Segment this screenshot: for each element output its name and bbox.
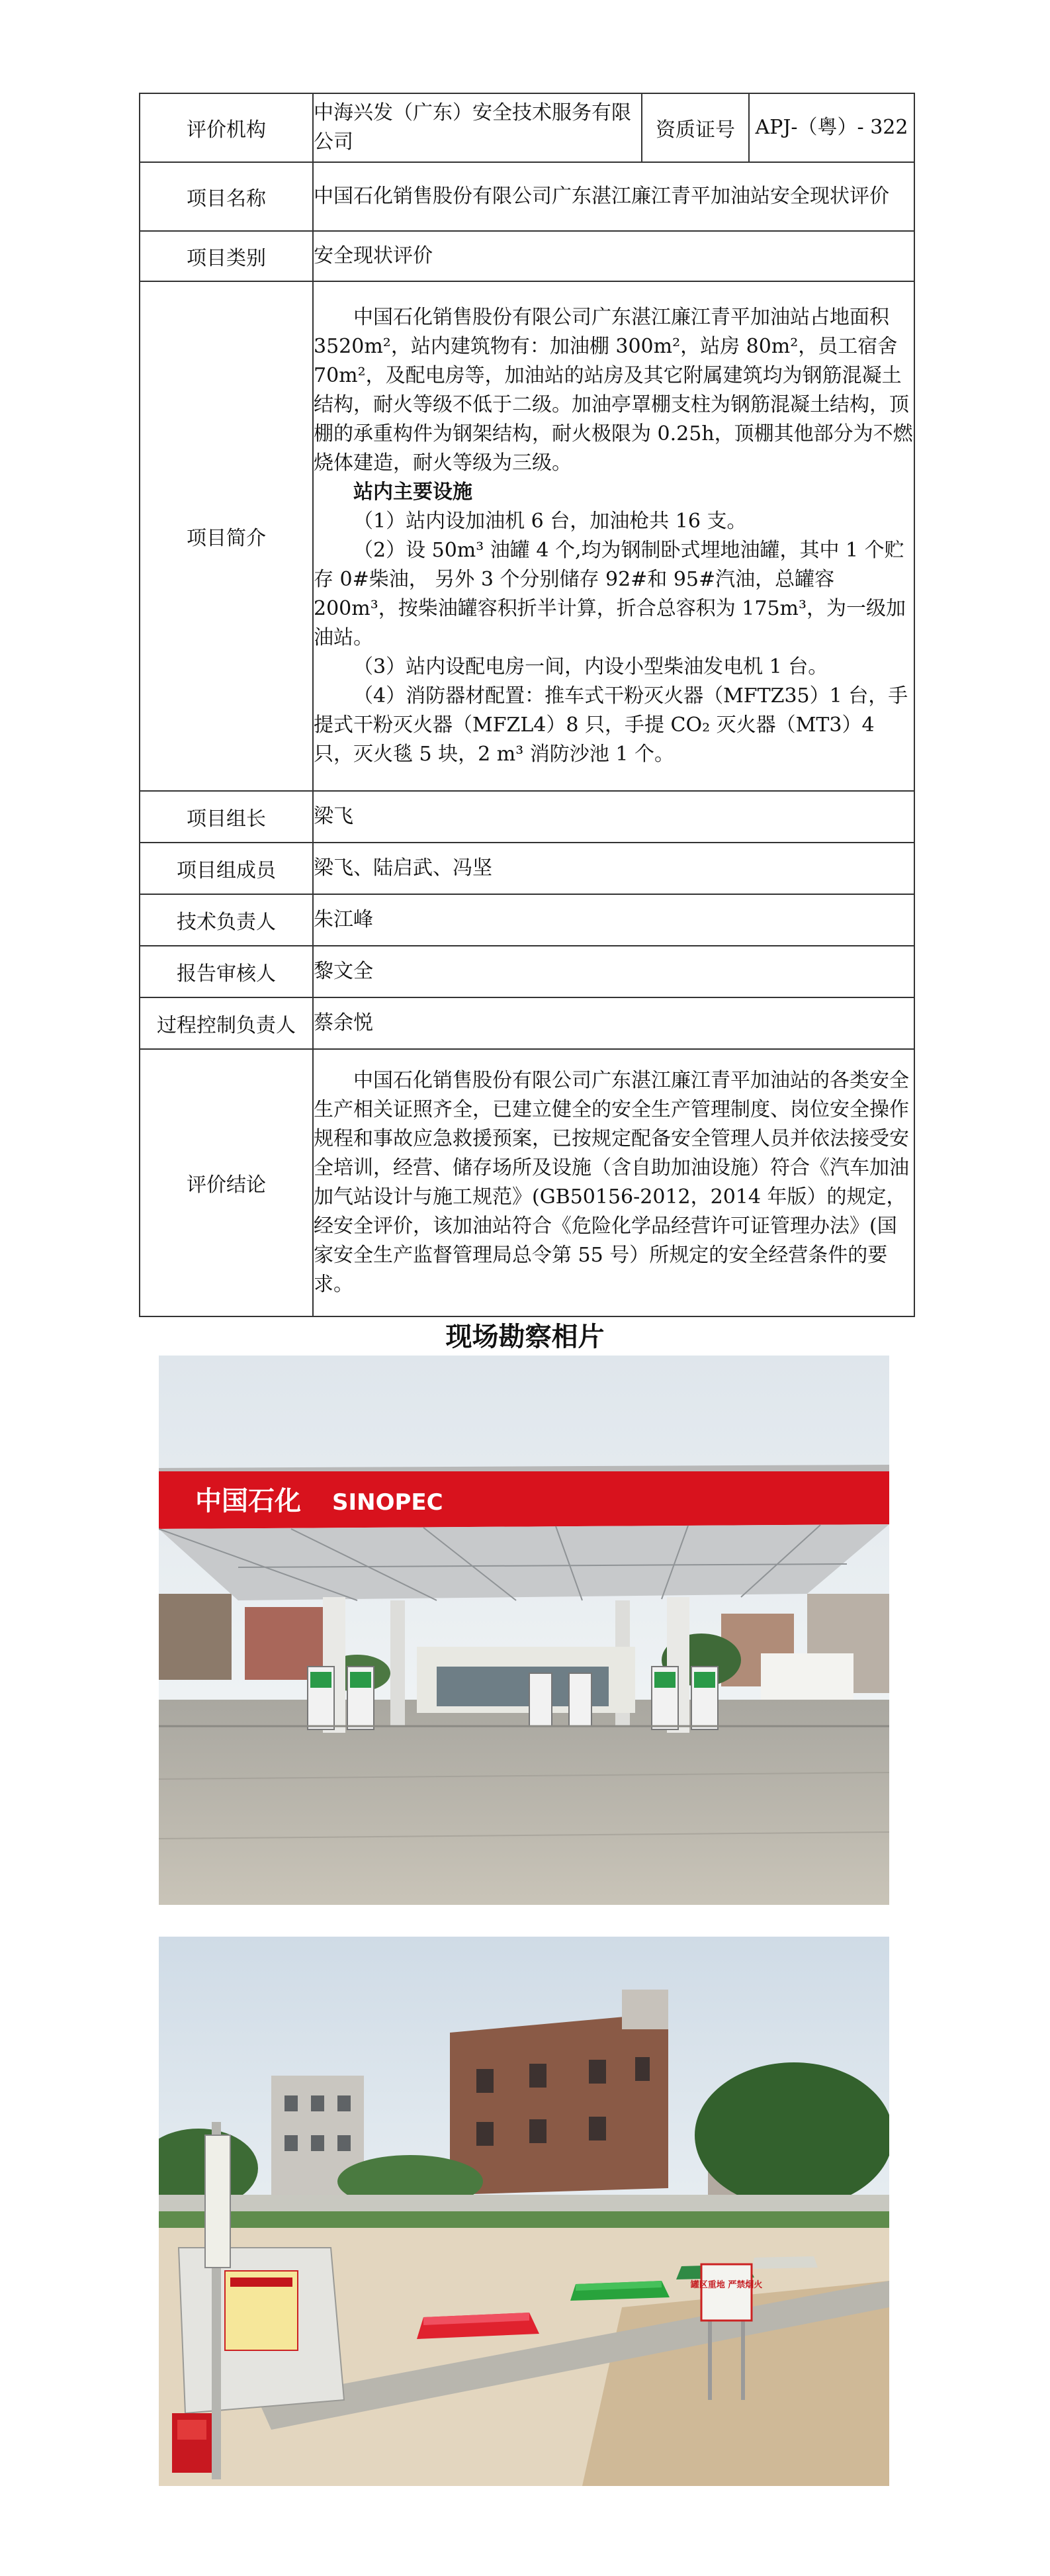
gas-station-illustration bbox=[159, 1356, 889, 1905]
conclusion-label: 评价结论 bbox=[140, 1049, 313, 1316]
intro-label: 项目简介 bbox=[140, 281, 313, 791]
tech-value: 朱江峰 bbox=[313, 894, 914, 946]
intro-item-3: （3）站内设配电房一间，内设小型柴油发电机 1 台。 bbox=[353, 655, 828, 678]
cert-label: 资质证号 bbox=[642, 93, 749, 162]
project-name-label: 项目名称 bbox=[140, 162, 313, 231]
process-value: 蔡余悦 bbox=[313, 997, 914, 1049]
intro-item-2: （2）设 50m³ 油罐 4 个,均为钢制卧式埋地油罐，其中 1 个贮存 0#柴油， 另外 3 个分别储存 92#和 95#汽油，总罐容 200m³，按柴油罐容积折半计算，折合总容积为 175m³，为一级加油站。 bbox=[314, 539, 906, 649]
org-value: 中海兴发（广东）安全技术服务有限公司 bbox=[313, 93, 642, 162]
intro-value bbox=[313, 281, 914, 791]
process-label: 过程控制负责人 bbox=[140, 997, 313, 1049]
review-value: 黎文全 bbox=[313, 946, 914, 997]
intro-paragraph: 中国石化销售股份有限公司广东湛江廉江青平加油站占地面积3520m²，站内建筑物有：加油棚 300m²，站房 80m²，员工宿舍70m²，及配电房等，加油站的站房及其它附属建筑均为钢筋混凝土结构，耐火等级不低于二级。加油亭罩棚支柱为钢筋混凝土结构，顶棚的承重构件为钢架结构，耐火极限为 0.25h，顶棚其他部分为不燃烧体建造，耐火等级为三级。 bbox=[314, 306, 913, 475]
canopy-brand-cn: 中国石化 bbox=[195, 1486, 301, 1516]
category-value: 安全现状评价 bbox=[313, 231, 914, 281]
project-name-value: 中国石化销售股份有限公司广东湛江廉江青平加油站安全现状评价 bbox=[313, 162, 914, 231]
leader-label: 项目组长 bbox=[140, 791, 313, 843]
leader-value: 梁飞 bbox=[313, 791, 914, 843]
intro-item-1: （1）站内设加油机 6 台，加油枪共 16 支。 bbox=[353, 510, 747, 533]
org-label: 评价机构 bbox=[140, 93, 313, 162]
intro-item-4: （4）消防器材配置：推车式干粉灭火器（MFTZ35）1 台，手提式干粉灭火器（MFZL4）8 只，手提 CO₂ 灭火器（MT3）4 只，灭火毯 5 块，2 m³ 消防沙池 1 个。 bbox=[314, 684, 908, 766]
photo-tank-area bbox=[159, 1937, 889, 2486]
evaluation-info-table bbox=[139, 93, 915, 1317]
review-label: 报告审核人 bbox=[140, 946, 313, 997]
members-value: 梁飞、陆启武、冯坚 bbox=[313, 843, 914, 894]
members-label: 项目组成员 bbox=[140, 843, 313, 894]
photo-gas-station bbox=[159, 1356, 889, 1905]
photo-caption: 现场勘察相片 bbox=[445, 1321, 605, 1352]
category-label: 项目类别 bbox=[140, 231, 313, 281]
tank-warning-sign: 罐区重地 严禁烟火 bbox=[690, 2280, 763, 2290]
conclusion-value: 中国石化销售股份有限公司广东湛江廉江青平加油站的各类安全生产相关证照齐全，已建立健全的安全生产管理制度、岗位安全操作规程和事故应急救援预案，已按规定配备安全管理人员并依法接受安全培训，经营、储存场所及设施（含自助加油设施）符合《汽车加油加气站设计与施工规范》(GB50156-2012，2014 年版）的规定，经安全评价，该加油站符合《危险化学品经营许可证管理办法》(国家安全生产监督管理局总令第 55 号）所规定的安全经营条件的要求。 bbox=[314, 1069, 909, 1296]
tank-area-illustration bbox=[159, 1937, 889, 2486]
intro-heading: 站内主要设施 bbox=[353, 481, 472, 504]
cert-value: APJ-（粤）- 322 bbox=[749, 93, 914, 162]
tech-label: 技术负责人 bbox=[140, 894, 313, 946]
canopy-brand-en: SINOPEC bbox=[332, 1489, 443, 1516]
